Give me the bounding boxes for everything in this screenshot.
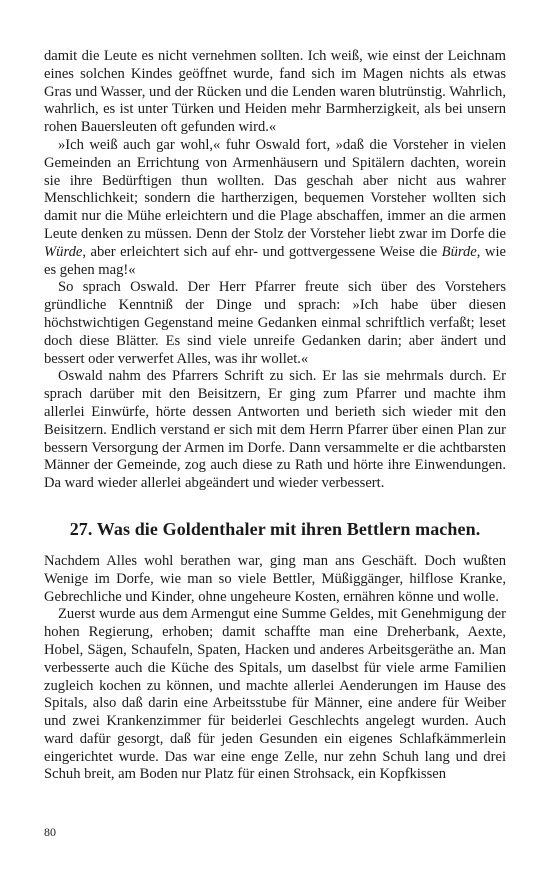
chapter-heading: 27. Was die Goldenthaler mit ihren Bettlern machen. xyxy=(69,518,481,539)
emphasis: Würde xyxy=(44,243,83,260)
text-run: »Ich weiß auch gar wohl,« fuhr Oswald fort, »daß die Vorsteher in vielen Gemeinden an Errichtung von Armenhäusern und Spitälern dachten, worein sie ihre Bedürftigen thun wollten. Das geschah aber nicht aus wahrer Menschlichkeit; sondern die hartherzigen, bequemen Vorsteher wollten sich damit nur die Mühe erleichtern und die Plage abschaffen, immer an die armen Leute denken zu müssen. Denn der Stolz der Vorsteher liebt zwar im Dorfe die xyxy=(44,136,506,242)
page-number: 80 xyxy=(44,825,56,839)
text-run: , wie es gehen mag!« xyxy=(44,243,506,278)
text-run: , aber erleichtert sich auf ehr- und gottvergessene Weise die xyxy=(82,243,442,260)
paragraph xyxy=(44,137,506,279)
paragraph: So sprach Oswald. Der Herr Pfarrer freute sich über des Vorstehers gründliche Kenntniß der Dinge und sprach: »Ich habe über diesen höchstwichtigen Gegenstand meine Gedanken einmal schriftlich verfaßt; leset doch diese Blätter. Es sind viele unreife Gedanken darin; aber ändert und bessert oder verwerfet Alles, was ihr wollet.« xyxy=(44,279,506,367)
paragraph: Zuerst wurde aus dem Armengut eine Summe Geldes, mit Genehmigung der hohen Regierung, erhoben; damit schaffte man eine Dreherbank, Aexte, Hobel, Sägen, Schaufeln, Spaten, Hacken und anderes Arbeitsgeräthe an. Man verbesserte auch die Küche des Spitals, um daselbst für viele arme Familien zugleich kochen zu können, und machte allerlei Aenderungen im Hause des Spitals, also daß darin eine Arbeitsstube für Männer, eine andere für Weiber und zwei Krankenzimmer für beiderlei Geschlechts angelegt wurden. Auch ward dafür gesorgt, daß für jeden Gesunden ein eigenes Schlafkämmerlein eingerichtet wurde. Das war eine enge Zelle, nur zehn Schuh lang und drei Schuh breit, am Boden nur Platz für einen Strohsack, ein Kopfkissen xyxy=(44,606,506,783)
paragraph: Nachdem Alles wohl berathen war, ging man ans Geschäft. Doch wußten Wenige im Dorfe, wie man so viele Bettler, Müßiggänger, hilflose Kranke, Gebrechliche und Kinder, ohne ungeheure Kosten, ernähren könne und wolle. xyxy=(44,552,506,605)
emphasis: Bürde xyxy=(441,243,477,260)
page-body xyxy=(44,48,506,784)
paragraph: damit die Leute es nicht vernehmen sollten. Ich weiß, wie einst der Leichnam eines solchen Kindes geöffnet wurde, fand sich im Magen nichts als etwas Gras und Wasser, und der Rücken und die Lenden waren blutrünstig. Wahrlich, wahrlich, es ist unter Türken und Heiden mehr Barmherzigkeit, als bei unsern rohen Bauersleuten oft gefunden wird.« xyxy=(44,48,506,136)
paragraph: Oswald nahm des Pfarrers Schrift zu sich. Er las sie mehrmals durch. Er sprach darüber mit den Beisitzern, Er ging zum Pfarrer und machte ihm allerlei Einwürfe, hörte dessen Antworten und berieth sich wieder mit den Beisitzern. Endlich verstand er sich mit dem Herrn Pfarrer über einen Plan zur bessern Versorgung der Armen im Dorfe. Dann versammelte er die achtbarsten Männer der Gemeinde, zog auch diese zu Rath und hörte ihre Einwendungen. Da ward wieder allerlei abgeändert und wieder verbessert. xyxy=(44,368,506,492)
